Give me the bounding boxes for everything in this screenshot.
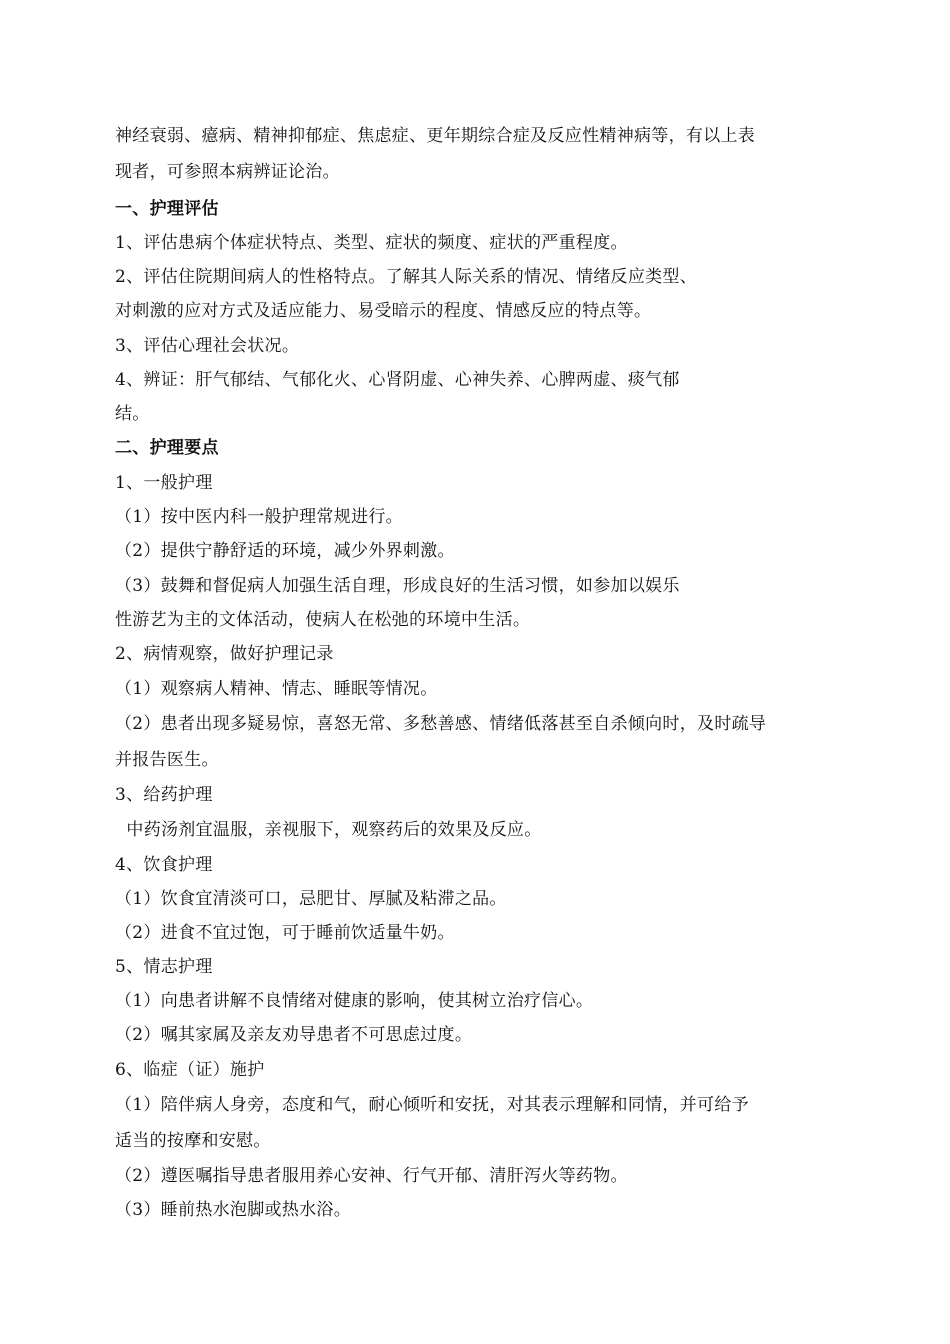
- section-heading: 二、护理要点: [115, 438, 219, 458]
- paragraph-line: 2、评估住院期间病人的性格特点。了解其人际关系的情况、情绪反应类型、: [115, 267, 698, 287]
- list-item: （1）陪伴病人身旁，态度和气，耐心倾听和安抚，对其表示理解和同情，并可给予: [115, 1095, 749, 1115]
- list-item: （1）向患者讲解不良情绪对健康的影响，使其树立治疗信心。: [115, 991, 594, 1011]
- list-item: （1）观察病人精神、情志、睡眠等情况。: [115, 679, 438, 699]
- list-item: （2）进食不宜过饱，可于睡前饮适量牛奶。: [115, 923, 455, 943]
- list-item: （2）提供宁静舒适的环境，减少外界刺激。: [115, 541, 455, 561]
- subsection-heading: 2、病情观察，做好护理记录: [115, 644, 334, 664]
- subsection-heading: 1、一般护理: [115, 473, 213, 493]
- paragraph-line: 对刺激的应对方式及适应能力、易受暗示的程度、情感反应的特点等。: [115, 301, 652, 321]
- paragraph-line: 并报告医生。: [115, 750, 219, 770]
- section-heading: 一、护理评估: [115, 199, 219, 219]
- paragraph-line: 结。: [115, 404, 150, 424]
- paragraph-line: 3、评估心理社会状况。: [115, 336, 300, 356]
- list-item: （3）鼓舞和督促病人加强生活自理，形成良好的生活习惯，如参加以娱乐: [115, 576, 680, 596]
- subsection-heading: 4、饮食护理: [115, 855, 213, 875]
- list-item: （1）饮食宜清淡可口，忌肥甘、厚腻及粘滞之品。: [115, 889, 507, 909]
- paragraph-line: 1、评估患病个体症状特点、类型、症状的频度、症状的严重程度。: [115, 233, 628, 253]
- paragraph-line: 4、辨证：肝气郁结、气郁化火、心肾阴虚、心神失养、心脾两虚、痰气郁: [115, 370, 680, 390]
- paragraph-line: 现者，可参照本病辨证论治。: [115, 162, 340, 182]
- paragraph-line: 神经衰弱、癔病、精神抑郁症、焦虑症、更年期综合症及反应性精神病等，有以上表: [115, 126, 756, 146]
- subsection-heading: 6、临症（证）施护: [115, 1060, 265, 1080]
- paragraph-line: 中药汤剂宜温服，亲视服下，观察药后的效果及反应。: [115, 820, 542, 840]
- subsection-heading: 3、给药护理: [115, 785, 213, 805]
- list-item: （2）患者出现多疑易惊，喜怒无常、多愁善感、情绪低落甚至自杀倾向时，及时疏导: [115, 714, 767, 734]
- subsection-heading: 5、情志护理: [115, 957, 213, 977]
- paragraph-line: 性游艺为主的文体活动，使病人在松弛的环境中生活。: [115, 610, 531, 630]
- paragraph-line: 适当的按摩和安慰。: [115, 1131, 271, 1151]
- list-item: （3）睡前热水泡脚或热水浴。: [115, 1200, 352, 1220]
- list-item: （1）按中医内科一般护理常规进行。: [115, 507, 403, 527]
- list-item: （2）遵医嘱指导患者服用养心安神、行气开郁、清肝泻火等药物。: [115, 1166, 628, 1186]
- list-item: （2）嘱其家属及亲友劝导患者不可思虑过度。: [115, 1025, 473, 1045]
